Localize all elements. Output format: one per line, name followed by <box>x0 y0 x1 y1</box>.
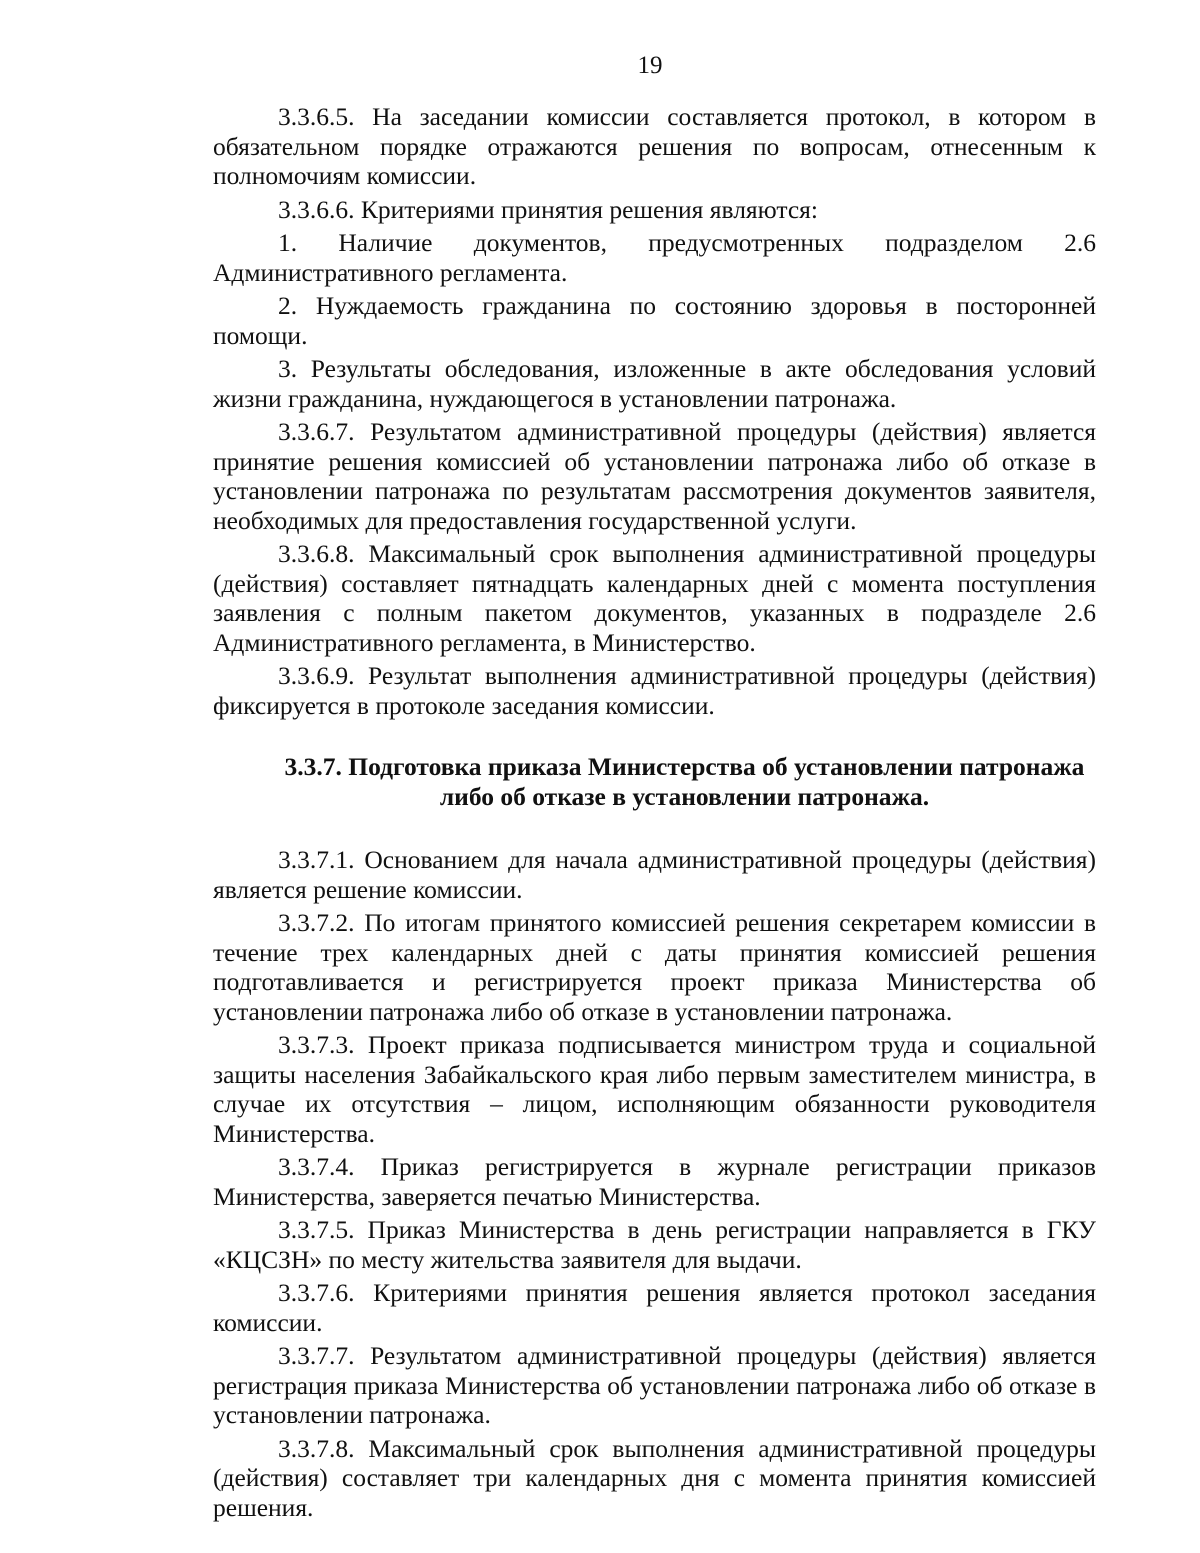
paragraph-3-3-7-1: 3.3.7.1. Основанием для начала административной процедуры (действия) является решение комиссии. <box>213 845 1096 904</box>
section-title-line-1: 3.3.7. Подготовка приказа Министерства об установлении патронажа <box>284 752 1085 781</box>
paragraph-3-3-7-3: 3.3.7.3. Проект приказа подписывается министром труда и социальной защиты населения Забайкальского края либо первым заместителем министра, в случае их отсутствия – лицом, исполняющим обязанности руководителя Министерства. <box>213 1030 1096 1148</box>
section-title-line-2: либо об отказе в установлении патронажа. <box>439 782 930 811</box>
paragraph-3-3-7-6: 3.3.7.6. Критериями принятия решения является протокол заседания комиссии. <box>213 1278 1096 1337</box>
paragraph-3-3-6-6: 3.3.6.6. Критериями принятия решения являются: <box>278 194 818 224</box>
paragraph-3-3-6-8: 3.3.6.8. Максимальный срок выполнения административной процедуры (действия) составляет пятнадцать календарных дней с момента поступления заявления с полным пакетом документов, указанных в подразделе 2.6 Административного регламента, в Министерство. <box>213 539 1096 657</box>
paragraph-3-3-7-7: 3.3.7.7. Результатом административной процедуры (действия) является регистрация приказа Министерства об установлении патронажа либо об отказе в установлении патронажа. <box>213 1341 1096 1429</box>
criteria-item-2: 2. Нуждаемость гражданина по состоянию здоровья в посторонней помощи. <box>213 291 1096 350</box>
paragraph-3-3-7-5: 3.3.7.5. Приказ Министерства в день регистрации направляется в ГКУ «КЦСЗН» по месту жительства заявителя для выдачи. <box>213 1215 1096 1274</box>
paragraph-3-3-6-5: 3.3.6.5. На заседании комиссии составляется протокол, в котором в обязательном порядке отражаются решения по вопросам, отнесенным к полномочиям комиссии. <box>213 102 1096 190</box>
paragraph-3-3-7-8: 3.3.7.8. Максимальный срок выполнения административной процедуры (действия) составляет три календарных дня с момента принятия комиссией решения. <box>213 1433 1096 1522</box>
document-body <box>213 102 1096 1526</box>
paragraph-3-3-6-9: 3.3.6.9. Результат выполнения административной процедуры (действия) фиксируется в протоколе заседания комиссии. <box>213 661 1096 720</box>
section-title-3-3-7 <box>213 752 1096 812</box>
criteria-item-1: 1. Наличие документов, предусмотренных подразделом 2.6 Административного регламента. <box>213 228 1096 287</box>
page-number: 19 <box>637 52 663 79</box>
paragraph-3-3-7-4: 3.3.7.4. Приказ регистрируется в журнале регистрации приказов Министерства, заверяется печатью Министерства. <box>213 1152 1096 1211</box>
paragraph-3-3-7-2: 3.3.7.2. По итогам принятого комиссией решения секретарем комиссии в течение трех календарных дней с даты принятия комиссией решения подготавливается и регистрируется проект приказа Министерства об установлении патронажа либо об отказе в установлении патронажа. <box>213 908 1096 1026</box>
paragraph-3-3-6-7: 3.3.6.7. Результатом административной процедуры (действия) является принятие решения комиссией об установлении патронажа либо об отказе в установлении патронажа по результатам рассмотрения документов заявителя, необходимых для предоставления государственной услуги. <box>213 417 1096 535</box>
criteria-item-3: 3. Результаты обследования, изложенные в акте обследования условий жизни гражданина, нуждающегося в установлении патронажа. <box>213 354 1096 413</box>
